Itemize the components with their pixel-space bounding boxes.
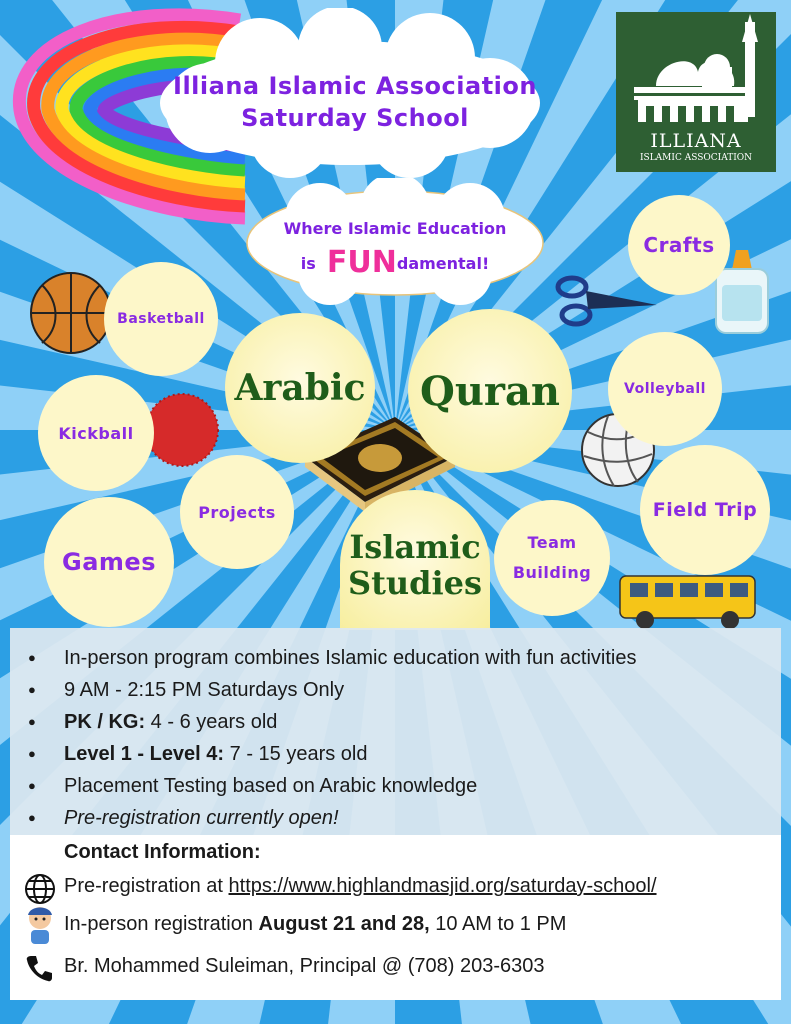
tagline (250, 212, 540, 281)
info-item-text: Placement Testing based on Arabic knowledge (64, 775, 478, 797)
prereg-link[interactable]: https://www.highlandmasjid.org/saturday-school/ (228, 875, 657, 897)
activity-building-label: Building (512, 563, 592, 582)
info-item-text: Pre-registration currently open! (64, 807, 339, 829)
info-item (10, 802, 781, 834)
activity-team-label: Team (527, 533, 577, 552)
child-icon (24, 905, 56, 945)
activity-crafts (628, 195, 730, 295)
activity-basketball-label: Basketball (117, 311, 205, 327)
inperson-dates: August 21 and 28, (258, 913, 430, 935)
subject-quran (408, 309, 572, 473)
info-item (10, 642, 781, 674)
activity-field-trip (640, 445, 770, 575)
subject-arabic-label: Arabic (234, 367, 366, 409)
subject-studies-label: Studies (347, 564, 483, 602)
school-bus-icon (615, 570, 760, 632)
subject-quran-label: Quran (420, 367, 560, 415)
globe-icon (24, 873, 56, 905)
prereg-row (64, 875, 657, 898)
info-item-text: 4 - 6 years old (145, 711, 278, 733)
info-item-bold: Level 1 - Level 4: (64, 743, 225, 765)
inperson-label: In-person registration (64, 913, 259, 935)
tagline-fun: FUN (326, 245, 397, 280)
subject-arabic (225, 313, 375, 463)
activity-projects-label: Projects (198, 502, 276, 522)
tagline-rest: damental! (396, 254, 490, 273)
info-item-text: In-person program combines Islamic education with fun activities (64, 647, 637, 669)
activity-kickball (38, 375, 154, 491)
info-item-text: 7 - 15 years old (224, 743, 368, 765)
illiana-logo (616, 12, 776, 172)
kickball-icon (145, 390, 220, 470)
contact-heading: Contact Information: (64, 841, 261, 863)
tagline-line-1: Where Islamic Education (283, 219, 507, 238)
logo-name: ILLIANA (650, 130, 742, 152)
subject-islamic-studies (340, 490, 490, 630)
activity-team-building (494, 500, 610, 616)
info-item (10, 706, 781, 738)
activity-field-trip-label: Field Trip (652, 499, 758, 521)
activity-volleyball (608, 332, 722, 446)
inperson-row (64, 913, 566, 936)
info-item (10, 738, 781, 770)
activity-crafts-label: Crafts (643, 233, 715, 257)
inperson-time: 10 AM to 1 PM (429, 913, 567, 935)
contact-panel (10, 835, 781, 1000)
title-line-1: Illiana Islamic Association (173, 72, 537, 100)
program-info-panel (10, 628, 781, 835)
info-item (10, 674, 781, 706)
page-title (160, 70, 550, 134)
activity-basketball (104, 262, 218, 376)
activity-kickball-label: Kickball (58, 423, 134, 443)
activity-volleyball-label: Volleyball (624, 381, 706, 397)
logo-subtitle: ISLAMIC ASSOCIATION (639, 153, 753, 163)
phone-icon (24, 953, 54, 983)
basketball-icon (30, 268, 112, 358)
mosque-icon (616, 12, 776, 130)
title-line-2: Saturday School (241, 104, 469, 132)
tagline-is: is (300, 254, 316, 273)
info-item (10, 770, 781, 802)
info-item-text: 9 AM - 2:15 PM Saturdays Only (64, 679, 345, 701)
prereg-label: Pre-registration at (64, 875, 229, 897)
activity-games (44, 497, 174, 627)
principal-contact: Br. Mohammed Suleiman, Principal @ (708) 203-6303 (64, 955, 545, 977)
activity-games-label: Games (62, 548, 156, 576)
info-item-bold: PK / KG: (64, 711, 146, 733)
program-info-list (10, 628, 781, 834)
subject-islamic-label: Islamic (349, 528, 481, 566)
activity-projects (180, 455, 294, 569)
tagline-line-2 (250, 246, 540, 281)
